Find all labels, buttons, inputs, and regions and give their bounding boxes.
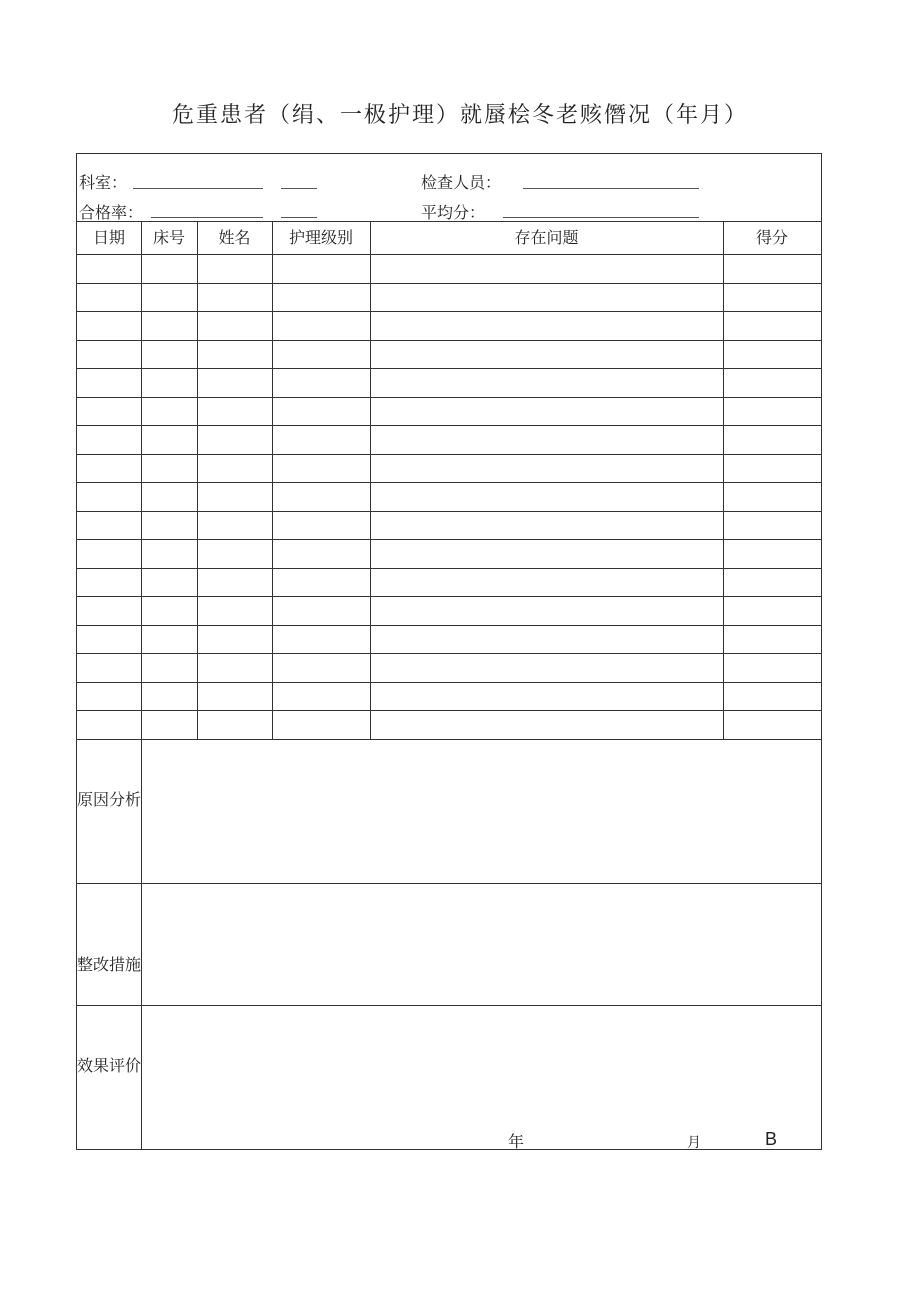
table-row[interactable] (77, 597, 821, 625)
table-row[interactable] (77, 284, 821, 312)
col-header-care-level: 护理级别 (288, 228, 353, 247)
table-row[interactable] (77, 369, 821, 397)
table-row[interactable] (77, 626, 821, 654)
table-row[interactable] (77, 540, 821, 568)
col-header-issues: 存在问题 (514, 228, 579, 247)
inspector-field[interactable] (523, 188, 699, 189)
col-header-score: 得分 (755, 228, 788, 247)
page-title: 危重患者（绢、一极护理）就蜃桧冬老赅僭况（年月） (171, 103, 748, 128)
avg-score-field[interactable] (503, 217, 699, 218)
table-row[interactable] (77, 711, 821, 739)
evaluation-area[interactable] (142, 1006, 821, 1150)
pass-rate-label: 合格率： (79, 203, 144, 222)
rectification-area[interactable] (142, 884, 821, 1004)
table-row[interactable] (77, 255, 821, 283)
inspector-label: 检查人员： (421, 173, 502, 192)
dept-label: 科室： (79, 173, 128, 192)
table-row[interactable] (77, 569, 821, 597)
cause-analysis-label: 原因分析 (77, 790, 142, 809)
dept-field-2[interactable] (281, 188, 317, 189)
col-header-date: 日期 (92, 228, 125, 247)
table-row[interactable] (77, 683, 821, 711)
table-row[interactable] (77, 312, 821, 340)
table-row[interactable] (77, 483, 821, 511)
dept-field[interactable] (133, 188, 263, 189)
pass-rate-field[interactable] (151, 217, 263, 218)
table-row[interactable] (77, 455, 821, 483)
table-row[interactable] (77, 654, 821, 682)
evaluation-label: 效果评价 (77, 1056, 142, 1075)
table-row[interactable] (77, 512, 821, 540)
col-header-name: 姓名 (218, 228, 251, 247)
pass-rate-field-2[interactable] (281, 217, 317, 218)
cause-analysis-area[interactable] (142, 740, 821, 882)
table-row[interactable] (77, 341, 821, 369)
year-label: 年 (508, 1132, 525, 1151)
month-label: 月 (687, 1135, 701, 1151)
rectification-label: 整改措施 (77, 955, 142, 974)
col-header-bed: 床号 (152, 228, 185, 247)
table-row[interactable] (77, 398, 821, 426)
day-label: B (765, 1129, 778, 1149)
inspection-form (76, 153, 822, 1150)
avg-score-label: 平均分： (421, 203, 486, 222)
table-row[interactable] (77, 426, 821, 454)
